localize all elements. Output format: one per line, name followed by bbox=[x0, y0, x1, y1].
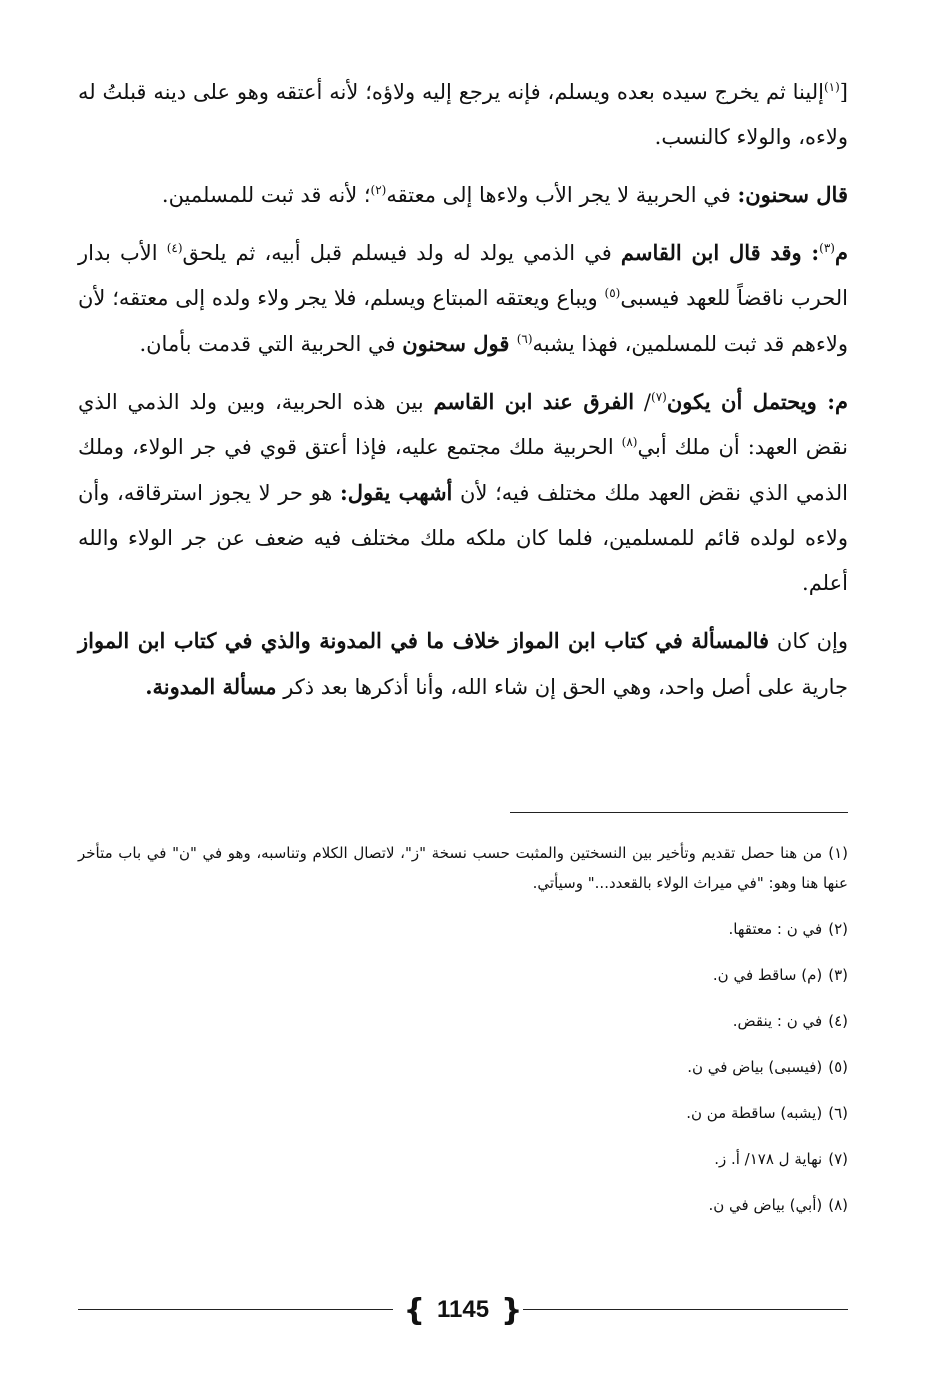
footnote-ref: (٥) bbox=[604, 286, 621, 300]
footnote-5: (٥)(فيسبى) بياض في ن. bbox=[687, 1058, 848, 1076]
page-footer bbox=[78, 1290, 848, 1334]
footnote-8: (٨)(أبي) بياض في ن. bbox=[708, 1196, 848, 1214]
footnote-ref: (٦) bbox=[516, 332, 533, 346]
paragraph-3: م$^{(٣)}$: وقد قال ابن القاسم في الذمي يولد له ولد فيسلم قبل أبيه، ثم يلحق$^{(٤)}$ الأب بدار الحرب ناقضاً للعهد فيسبى$^{(٥)}$ ويباع ويعتقه المبتاع ويسلم، فلا يجر ولاء ولده إلى معتقه؛ لأن ولاءهم قد ثبت للمسلمين، فهذا يشبه$^{(٦)}$ قول سحنون في الحربية التي قدمت بأمان. bbox=[78, 240, 848, 356]
footnote-4: (٤)في ن : ينقض. bbox=[732, 1012, 848, 1030]
footnote-ref: (١) bbox=[823, 80, 840, 94]
footnotes bbox=[78, 838, 848, 1236]
footnote-1: (١)من هنا حصل تقديم وتأخير بين النسختين والمثبت حسب نسخة "ز"، لاتصال الكلام وتناسبه، وهو في "ن" في باب متأخر عنها هنا وهو: "في ميراث الولاء بالقعدد..." وسيأتي. bbox=[78, 844, 848, 892]
footnote-2: (٢)في ن : معتقها. bbox=[728, 920, 848, 938]
footnote-ref: (٣) bbox=[819, 241, 835, 255]
footnote-3: (٣)(م) ساقط في ن. bbox=[712, 966, 848, 984]
paragraph-5: وإن كان فالمسألة في كتاب ابن المواز خلاف ما في المدونة والذي في كتاب ابن المواز جارية على أصل واحد، وهي الحق إن شاء الله، وأنا أذكرها بعد ذكر مسألة المدونة. bbox=[78, 628, 848, 699]
footnote-7: (٧)نهاية ل ١٧٨/ أ. ز. bbox=[714, 1150, 848, 1168]
page-number: 1145 bbox=[436, 1296, 490, 1323]
footer-rule-left bbox=[78, 1309, 393, 1310]
footnote-6: (٦)(يشبه) ساقطة من ن. bbox=[686, 1104, 848, 1122]
brace-close: } bbox=[501, 1292, 523, 1328]
paragraph-2: قال سحنون: في الحربية لا يجر الأب ولاءها إلى معتقه$^{(٢)}$؛ لأنه قد ثبت للمسلمين. bbox=[161, 182, 848, 207]
footnote-ref: (٢) bbox=[370, 183, 387, 197]
paragraph-1: [$^{(١)}$إلينا ثم يخرج سيده بعده ويسلم، فإنه يرجع إليه ولاؤه؛ لأنه أعتقه وهو على دينه قبلتُ له ولاءه، والولاء كالنسب. bbox=[78, 80, 848, 149]
footnote-ref: (٨) bbox=[621, 435, 638, 449]
footnote-ref: (٤) bbox=[166, 241, 183, 255]
footnote-separator bbox=[510, 812, 848, 813]
page-number-box bbox=[403, 1290, 523, 1330]
main-text bbox=[78, 70, 848, 722]
footer-rule-right bbox=[523, 1309, 848, 1310]
brace-open: { bbox=[403, 1292, 425, 1328]
footnote-ref: (٧) bbox=[651, 390, 667, 404]
paragraph-4: م: ويحتمل أن يكون$^{(٧)}$/ الفرق عند ابن القاسم بين هذه الحربية، وبين ولد الذمي الذي نقض العهد: أن ملك أبي$^{(٨)}$ الحربية ملك مجتمع عليه، فإذا أعتق قوي في جر الولاء، وملك الذمي الذي نقض العهد ملك مختلف فيه؛ لأن أشهب يقول: هو حر لا يجوز استرقاقه، وأن ولاءه لولده قائم للمسلمين، فلما كان ملكه ملك مختلف فيه ضعف عن جر الولاء والله أعلم. bbox=[78, 389, 848, 595]
